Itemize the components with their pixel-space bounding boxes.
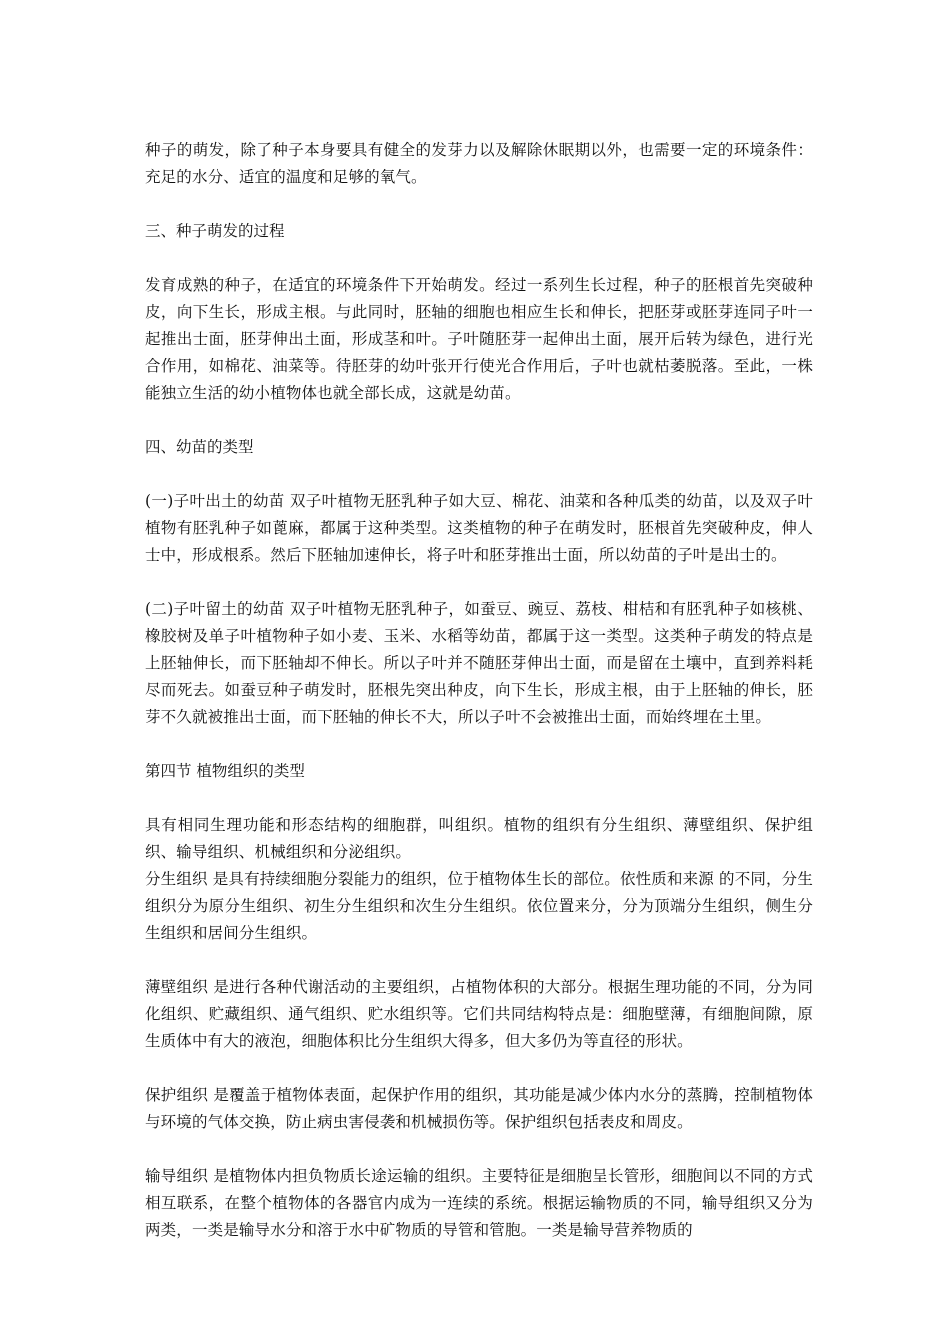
paragraph-protective-tissue: 保护组织 是覆盖于植物体表面，起保护作用的组织，其功能是减少体内水分的蒸腾，控制植物体与环境的气体交换，防止病虫害侵袭和机械损伤等。保护组织包括表皮和周皮。 xyxy=(145,1086,813,1131)
heading-germination-process: 三、种子萌发的过程 xyxy=(145,222,285,240)
spacer xyxy=(145,191,813,218)
spacer xyxy=(145,1055,813,1082)
spacer xyxy=(145,731,813,758)
paragraph-conducting-tissue: 输导组织 是植物体内担负物质长途运输的组织。主要特征是细胞呈长管形，细胞间以不同的方式相互联系，在整个植物体的各器官内成为一连续的系统。根据运输物质的不同，输导组织又分为两类，一类是输导水分和溶于水中矿物质的导管和管胞。一类是输导营养物质的 xyxy=(145,1167,813,1239)
paragraph-parenchyma: 薄壁组织 是进行各种代谢活动的主要组织，占植物体积的大部分。根据生理功能的不同，分为同化组织、贮藏组织、通气组织、贮水组织等。它们共同结构特点是：细胞壁薄，有细胞间隙，原生质体中有大的液泡，细胞体积比分生组织大得多，但大多仍为等直径的形状。 xyxy=(145,978,813,1050)
spacer xyxy=(145,1136,813,1163)
spacer xyxy=(145,407,813,434)
paragraph-seed-germination-conditions: 种子的萌发，除了种子本身要具有健全的发芽力以及解除休眠期以外，也需要一定的环境条件：充足的水分、适宜的温度和足够的氧气。 xyxy=(145,141,813,186)
section-title-plant-tissue-types: 第四节 植物组织的类型 xyxy=(145,762,305,780)
spacer xyxy=(145,947,813,974)
spacer xyxy=(145,785,813,812)
spacer xyxy=(145,569,813,596)
spacer xyxy=(145,245,813,272)
paragraph-epigeal-seedling: (一)子叶出土的幼苗 双子叶植物无胚乳种子如大豆、棉花、油菜和各种瓜类的幼苗，以及双子叶植物有胚乳种子如蓖麻，都属于这种类型。这类植物的种子在萌发时，胚根首先突破种皮，伸人士中，形成根系。然后下胚轴加速伸长，将子叶和胚芽推出士面，所以幼苗的子叶是出士的。 xyxy=(145,492,813,564)
heading-seedling-types: 四、幼苗的类型 xyxy=(145,438,254,456)
spacer xyxy=(145,461,813,488)
paragraph-hypogeal-seedling: (二)子叶留土的幼苗 双子叶植物无胚乳种子，如蚕豆、豌豆、荔枝、柑桔和有胚乳种子如核桃、橡胶树及单子叶植物种子如小麦、玉米、水稻等幼苗，都属于这一类型。这类种子萌发的特点是上胚轴伸长，而下胚轴却不伸长。所以子叶并不随胚芽伸出士面，而是留在土壤中，直到养料耗尽而死去。如蚕豆种子萌发时，胚根先突出种皮，向下生长，形成主根，由于上胚轴的伸长，胚芽不久就被推出士面，而下胚轴的伸长不大，所以子叶不会被推出士面，而始终埋在土里。 xyxy=(145,600,813,726)
paragraph-germination-process: 发育成熟的种子，在适宜的环境条件下开始萌发。经过一系列生长过程，种子的胚根首先突破种皮，向下生长，形成主根。与此同时，胚轴的细胞也相应生长和伸长，把胚芽或胚芽连同子叶一起推出士面，胚芽伸出土面，形成茎和叶。子叶随胚芽一起伸出土面，展开后转为绿色，进行光合作用，如棉花、油菜等。待胚芽的幼叶张开行使光合作用后，子叶也就枯萎脱落。至此，一株能独立生活的幼小植物体也就全部长成，这就是幼苗。 xyxy=(145,276,813,402)
paragraph-tissue-definition: 具有相同生理功能和形态结构的细胞群，叫组织。植物的组织有分生组织、薄壁组织、保护组织、输导组织、机械组织和分泌组织。 xyxy=(145,816,813,861)
paragraph-meristem: 分生组织 是具有持续细胞分裂能力的组织，位于植物体生长的部位。依性质和来源 的不同，分生组织分为原分生组织、初生分生组织和次生分生组织。依位置来分，分为顶端分生组织，侧生分生组织和居间分生组织。 xyxy=(145,870,813,942)
document-page xyxy=(145,137,813,1244)
